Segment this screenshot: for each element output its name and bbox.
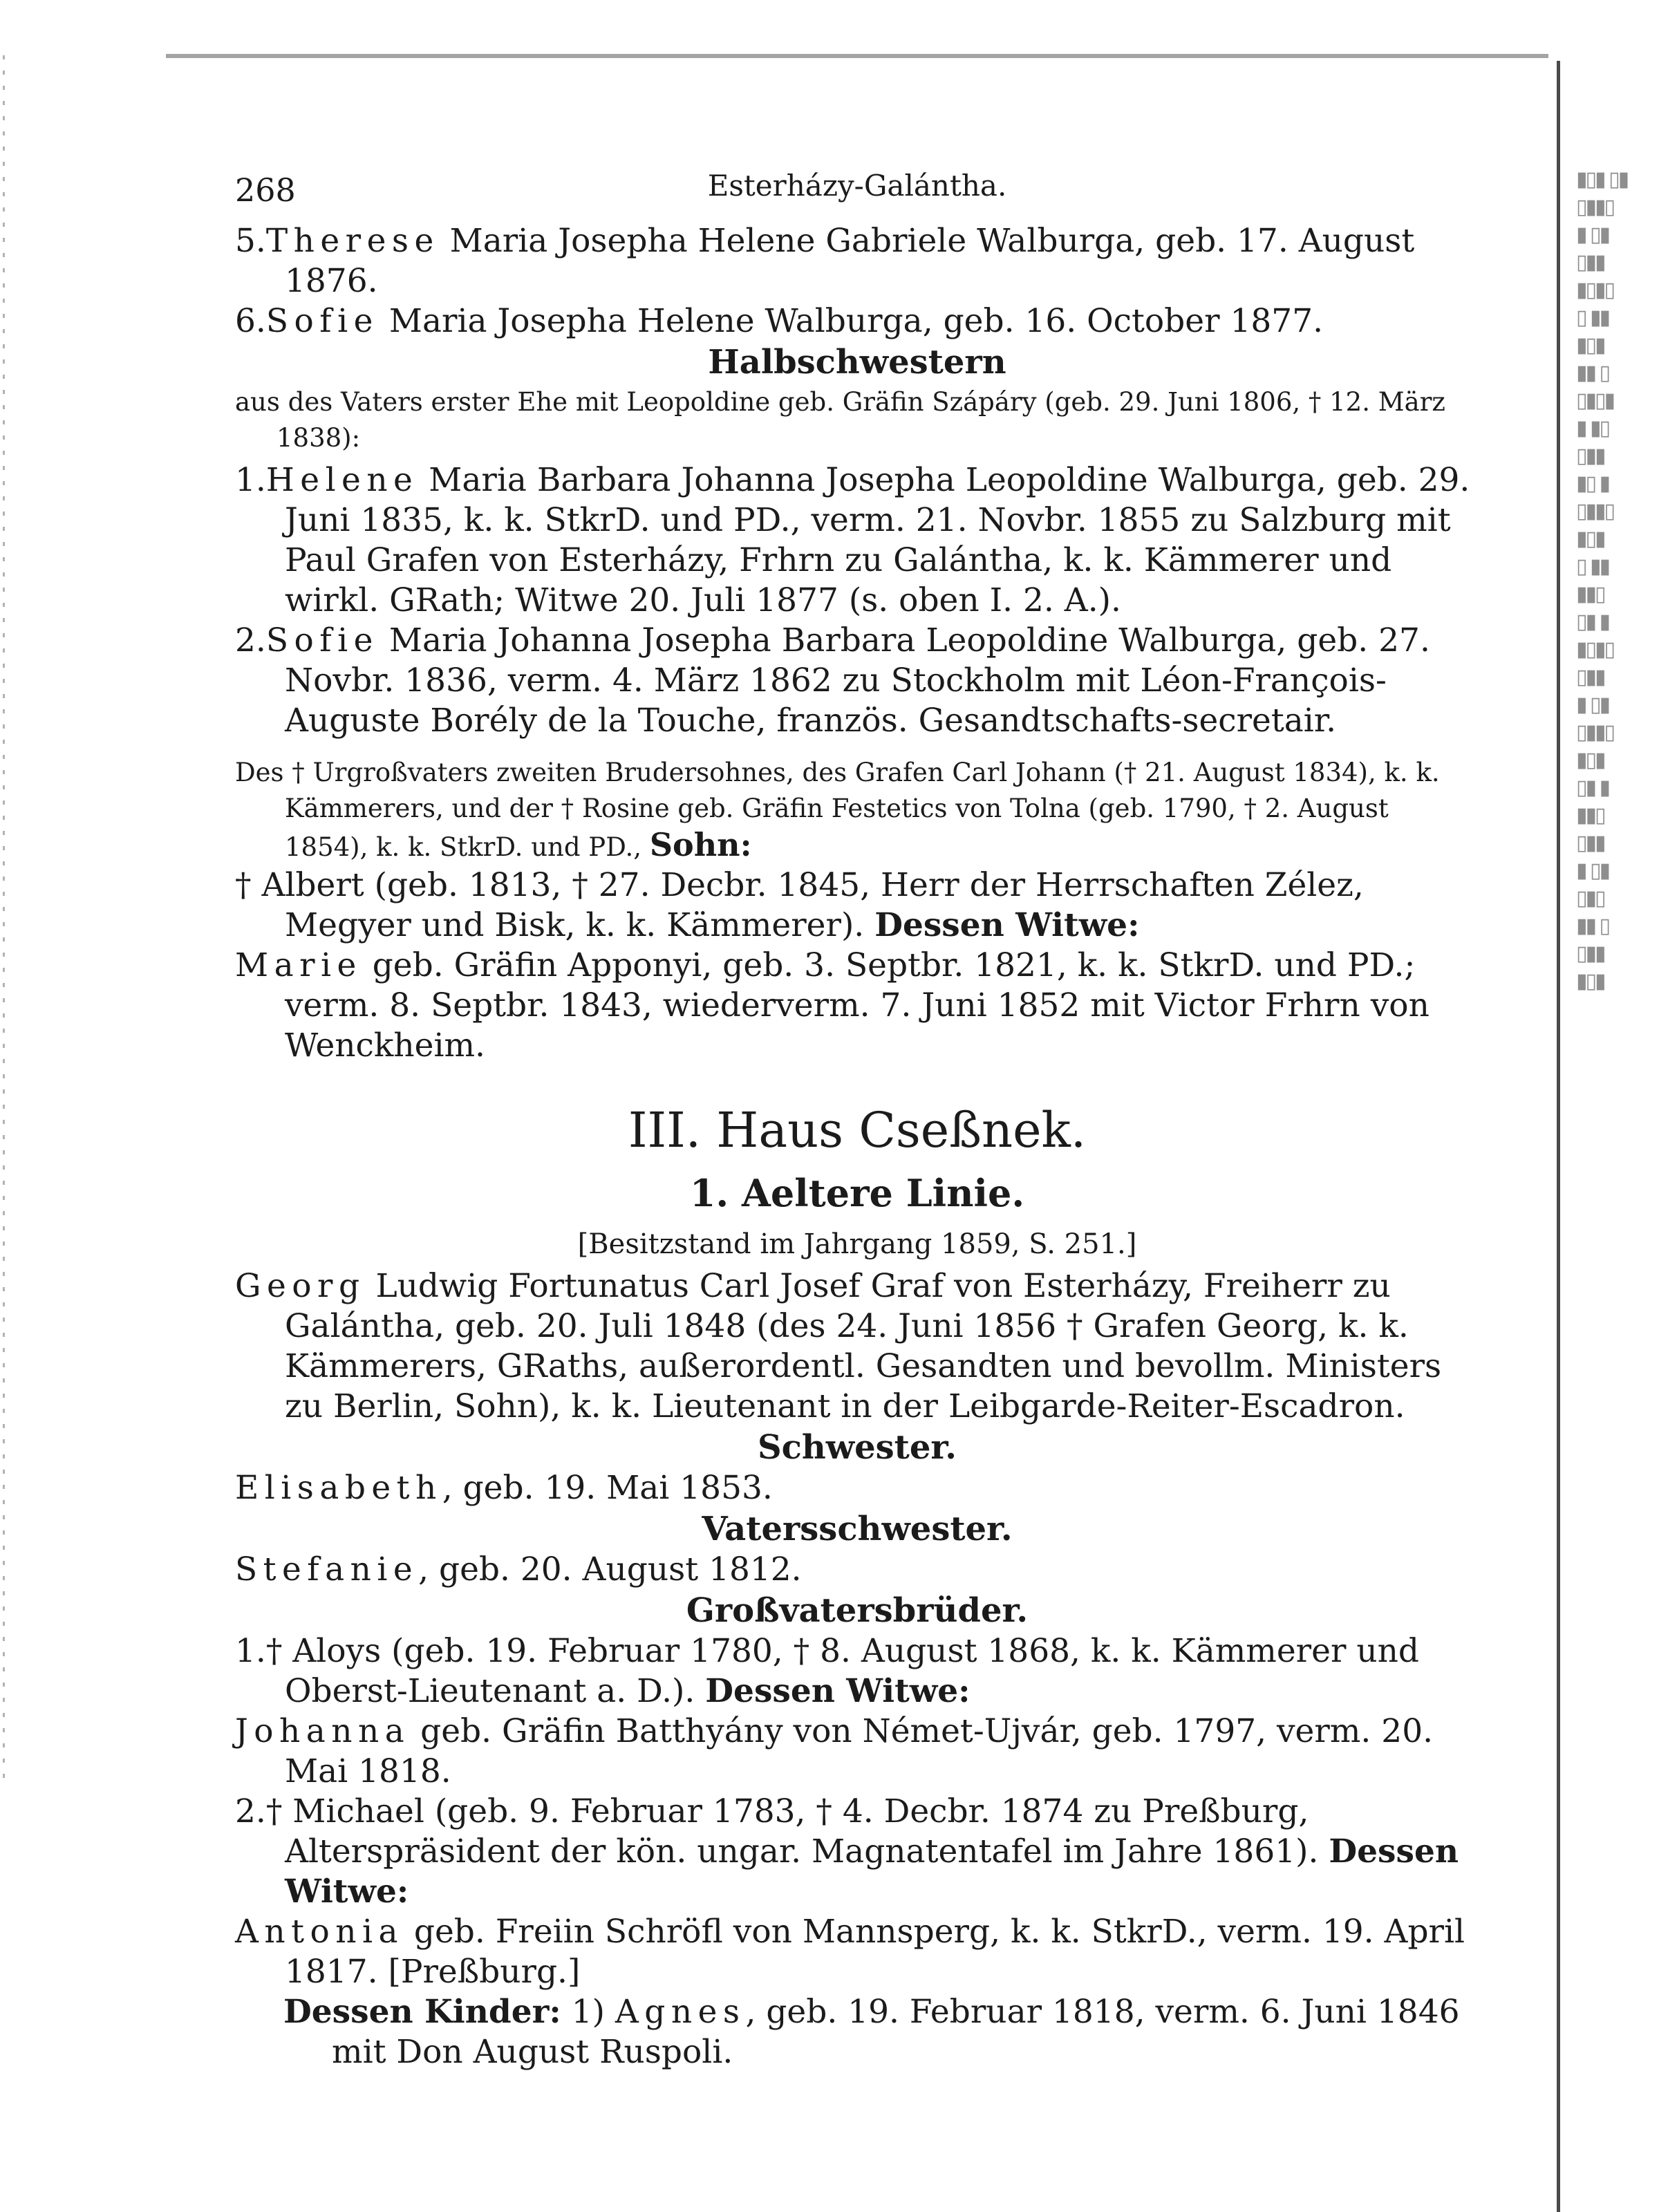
entry-name: Agnes (615, 1993, 746, 2031)
entry-name: Marie (235, 946, 362, 984)
line-title: 1. Aeltere Linie. (689, 1171, 1025, 1215)
entry-number: 1. (235, 1632, 266, 1670)
entry-text: , geb. 20. August 1812. (418, 1550, 802, 1588)
entry-text: geb. Freiin Schröfl von Mannsperg, k. k. StkrD., verm. 19. April 1817. [Preßburg.] (285, 1913, 1465, 1991)
scan-binding-line (1557, 61, 1560, 2212)
entry-name: Sofie (265, 302, 379, 340)
entry-text: geb. Gräfin Apponyi, geb. 3. Septbr. 1821, k. k. StkrD. und PD.; verm. 8. Septbr. 1843, wiederverm. 7. Juni 1852 mit Victor Frhrn von Wenckheim. (285, 946, 1430, 1065)
entry-sofie-1836 (235, 621, 1479, 741)
page-header (235, 158, 1479, 221)
entry-elisabeth (235, 1468, 1479, 1508)
entry-georg (235, 1266, 1479, 1427)
entry-text: 1) (561, 1993, 615, 2031)
entry-text: Albert (geb. 1813, † 27. Decbr. 1845, Herr der Herrschaften Zélez, Megyer und Bisk, k. k. Kämmerer). (261, 866, 1364, 944)
entry-name: Stefanie (235, 1550, 419, 1588)
scan-top-edge (166, 54, 1548, 65)
house-title: III. Haus Cseßnek. (628, 1102, 1087, 1159)
entry-number: 2. (235, 621, 266, 659)
section-heading-halbschwestern: Halbschwestern (708, 343, 1006, 382)
entry-michael (235, 1792, 1479, 1912)
note-bold: Sohn: (649, 826, 752, 863)
section-heading-vatersschwester: Vatersschwester. (702, 1510, 1013, 1548)
entry-name: Johanna (235, 1712, 411, 1750)
entry-name: Antonia (235, 1913, 404, 1951)
page-number: 268 (235, 171, 296, 209)
entry-marie (235, 946, 1479, 1066)
entry-number: 6. (235, 302, 266, 340)
entry-bold: Dessen Witwe: (285, 1833, 1459, 1911)
entry-text: † Aloys (geb. 19. Februar 1780, † 8. August 1868, k. k. Kämmerer und Oberst-Lieutenant a. D.). (265, 1632, 1419, 1710)
entry-text: Maria Josepha Helene Walburga, geb. 16. October 1877. (378, 302, 1324, 340)
entry-text: Maria Barbara Johanna Josepha Leopoldine Walburga, geb. 29. Juni 1835, k. k. StkrD. und PD., verm. 21. Novbr. 1855 zu Salzburg mit Paul Grafen von Esterházy, Frhrn zu Galántha, k. k. Kämmerer und wirkl. GRath; Witwe 20. Juli 1877 (s. oben I. 2. A.). (285, 461, 1470, 619)
entry-number: 5. (235, 222, 266, 260)
besitzstand-note: [Besitzstand im Jahrgang 1859, S. 251.] (577, 1228, 1137, 1260)
entry-text: , geb. 19. Mai 1853. (442, 1469, 773, 1507)
entry-helene (235, 460, 1479, 621)
entry-bold: Dessen Witwe: (705, 1672, 971, 1710)
entry-albert (235, 865, 1479, 946)
entry-name: Sofie (265, 621, 379, 659)
entry-sofie-1877 (235, 301, 1479, 341)
note-text: Des † Urgroßvaters zweiten Brudersohnes, des Grafen Carl Johann († 21. August 1834), k. k. Kämmerers, und der † Rosine geb. Gräfin Festetics von Tolna (geb. 1790, † 2. August 1854), k. k. StkrD. und PD., (235, 758, 1440, 862)
entry-stefanie (235, 1550, 1479, 1590)
entry-text: † Michael (geb. 9. Februar 1783, † 4. Decbr. 1874 zu Preßburg, Alterspräsident der kön. ungar. Magnatentafel im Jahre 1861). (265, 1792, 1329, 1871)
entry-name: Georg (235, 1267, 366, 1305)
entry-name: Therese (265, 222, 440, 260)
entry-aloys (235, 1631, 1479, 1712)
entry-number: 1. (235, 461, 266, 499)
running-head: Esterházy-Galántha. (707, 169, 1007, 203)
entry-text: Maria Johanna Josepha Barbara Leopoldine Walburga, geb. 27. Novbr. 1836, verm. 4. März 1862 zu Stockholm mit Léon-François-Auguste Borély de la Touche, französ. Gesandtschafts-secretair. (285, 621, 1430, 740)
entry-name: Elisabeth (235, 1469, 442, 1507)
entry-text: Maria Josepha Helene Gabriele Walburga, geb. 17. August 1876. (285, 222, 1415, 300)
entry-text: geb. Gräfin Batthyány von Német-Ujvár, geb. 1797, verm. 20. Mai 1818. (285, 1712, 1434, 1790)
note-urgrossvater (235, 755, 1479, 865)
section-heading-schwester: Schwester. (758, 1428, 957, 1467)
entry-bold: Dessen Witwe: (874, 906, 1140, 944)
adjacent-page-bleed: ▮▯▮ ▯▮ ▯▮▮▯ ▮ ▯▮ ▯▮▮ ▮▯▮▯ ▯ ▮▮ ▮▯▮ ▮▮ ▯ ▯▮▯▮ ▮ ▮▯ ▯▮▮ ▮▯ ▮ ▯▮▮▯ ▮▯▮ ▯ ▮▮ ▮▮▯ ▯▮ ▮ ▮▯▮▯ ▯▮▮ ▮ ▯▮ ▯▮▮▯ ▮▯▮ ▯▮ ▮ ▮▮▯ ▯▮▮ ▮ ▯▮ ▯▮▯ ▮▮ ▯ ▯▮▮ ▮▯▮ (1576, 167, 1628, 993)
note-mother: aus des Vaters erster Ehe mit Leopoldine geb. Gräfin Szápáry (geb. 29. Juni 1806, † 12. März 1838): (235, 387, 1445, 453)
section-heading-grossvatersbrueder: Großvatersbrüder. (686, 1591, 1029, 1630)
document-page (235, 158, 1479, 2072)
entry-text: Ludwig Fortunatus Carl Josef Graf von Esterházy, Freiherr zu Galántha, geb. 20. Juli 1848 (des 24. Juni 1856 † Grafen Georg, k. k. Kämmerers, GRaths, außerordentl. Gesandten und bevollm. Ministers zu Berlin, Sohn), k. k. Lieutenant in der Leibgarde-Reiter-Escadron. (285, 1267, 1442, 1425)
entry-prefix: † (235, 866, 262, 904)
entry-therese (235, 221, 1479, 301)
entry-johanna (235, 1712, 1479, 1792)
entry-antonia (235, 1912, 1479, 1992)
scan-left-edge (3, 55, 5, 1783)
entry-kinder (235, 1992, 1479, 2072)
entry-number: 2. (235, 1792, 266, 1830)
entry-bold: Dessen Kinder: (283, 1993, 561, 2031)
entry-name: Helene (265, 461, 419, 499)
entry-text-2: , geb. 19. Februar 1818, verm. 6. Juni 1846 mit Don August Ruspoli. (332, 1993, 1460, 2071)
